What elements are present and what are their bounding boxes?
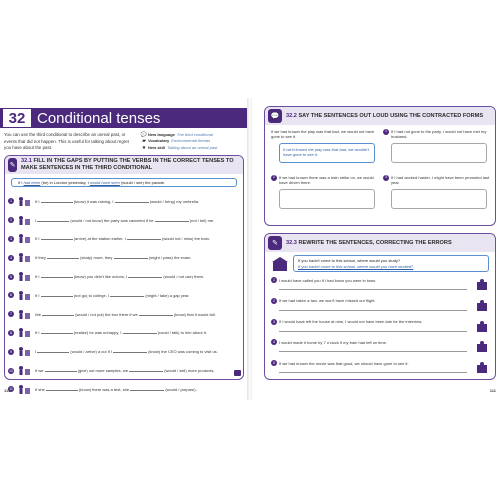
graduation-icon [16,289,32,301]
meta-value: The third conditional [176,132,213,137]
rewrite-sentence: If we had known the movie was that good, we should have gone to see it. [279,360,409,366]
question-text [35,293,190,298]
question-number: 8 [10,330,12,335]
rewrite-row [271,338,491,359]
question-hint: (might / pass) the exam. [148,255,192,261]
umbrella-icon [16,195,32,207]
rewrite-example [293,255,489,272]
meta-value: Environmental threats [171,138,211,144]
rewrite-row [271,276,491,297]
rewrite-prompt [271,359,491,367]
answer-line[interactable] [279,310,467,311]
answer-blank[interactable] [46,390,78,391]
question-text [35,312,216,317]
item-number: 5 [273,361,275,366]
answer-line[interactable] [279,331,467,332]
rewrite-example-answer: If you hadn't come to this school, where would you have studied? [298,263,414,269]
page-number: 110 [4,388,11,393]
question-hint: (realize) he was unhappy, I [73,330,122,336]
item-number: 3 [273,319,275,324]
question-hint: (could / talk) to him about it. [157,330,207,336]
answer-blank[interactable] [41,239,73,240]
question-row [8,305,242,324]
exercise-title [286,240,452,247]
answer-blank[interactable] [37,352,69,353]
example-mid: (be) in London yesterday, I [41,180,89,185]
answer-blank[interactable] [47,258,79,259]
question-text [35,368,214,373]
question-text [35,387,197,392]
rewrite-prompt [271,297,491,305]
star-icon: ★ [141,144,147,151]
speaking-item [383,129,491,163]
speaking-item [271,175,379,209]
school-icon [271,256,289,272]
answer-line[interactable] [279,372,467,373]
question-prefix: If I [35,330,40,336]
question-text [35,199,199,204]
question-row [8,230,242,249]
answer-blank[interactable] [41,296,73,297]
exercise-instruction: REWRITE THE SENTENCES, CORRECTING THE ERRORS [298,239,452,246]
question-hint: (would / arrive) a cut if I [70,349,112,355]
answer-blank[interactable] [128,277,162,278]
answer-blank[interactable] [41,277,73,278]
answer-blank[interactable] [110,296,144,297]
rewrite-prompt [271,276,491,284]
item-number: 2 [273,298,275,303]
ceo-icon [16,346,32,358]
question-number: 5 [10,274,12,279]
exercise-header [5,156,243,174]
answer-blank[interactable] [41,333,73,334]
item-number: 2 [273,175,275,180]
speaking-answer-box[interactable] [391,143,487,163]
question-row [8,342,242,361]
question-hint: (would / bring) my umbrella. [149,198,200,204]
question-text [35,218,214,223]
example-sentence [11,178,237,187]
unit-number: 32 [2,108,32,128]
exercise-number: 32.1 [21,158,32,165]
exercise-32-2 [264,106,496,226]
question-row [8,248,242,267]
question-text [35,255,192,260]
question-number: 11 [9,387,13,392]
item-number: 3 [385,175,387,180]
exercise-title [21,158,243,171]
people-icon: ✎ [8,158,17,172]
question-prefix: I [35,349,37,355]
question-prefix: We [35,311,41,317]
answer-line[interactable] [279,351,467,352]
question-hint: (know) there was a test, she [79,386,130,392]
speaking-example [271,129,379,163]
exercise-header [265,107,495,125]
question-number: 7 [10,312,12,317]
question-hint: (know) it was raining, I [73,198,114,204]
question-text [35,330,207,335]
exercise-title [286,113,483,120]
question-prefix: I [35,217,37,223]
exam-icon [16,252,32,264]
box-icon [16,308,32,320]
question-hint: (know) you didn't like onions, I [73,274,128,280]
illustration-icon [475,361,489,375]
answer-blank[interactable] [129,371,163,372]
answer-line[interactable] [279,289,467,290]
question-number: 3 [10,236,12,241]
rewrite-example-text: If you hadn't come to this school, where would you study? [298,258,401,263]
meta-new-skill [140,145,244,151]
answer-blank[interactable] [42,315,74,316]
answer-blank[interactable] [115,202,149,203]
illustration-icon [475,278,489,292]
question-number: 4 [10,255,12,260]
exercise-32-3 [264,233,496,380]
question-hint: (would / prepare). [165,386,197,392]
item-number: 1 [273,278,275,282]
speaking-example-answer: If we'd known the play was that bad, we wouldn't have gone to see it. [279,143,375,163]
onion-icon [16,271,32,283]
speaking-prompt: If I had not gone to the party, I would not have met my husband. [391,129,487,140]
question-row [8,361,242,380]
exercise-instruction: SAY THE SENTENCES OUT LOUD USING THE CONTRACTED FORMS [298,112,484,119]
question-hint: (might / take) a gap year. [145,292,190,298]
question-hint: (know) that it would fall. [173,311,216,317]
question-row [8,324,242,343]
item-number: 4 [273,340,275,345]
answer-blank[interactable] [155,221,189,222]
answer-blank[interactable] [41,202,73,203]
question-prefix: If I [35,236,40,242]
question-row [8,380,242,399]
question-hint: (give) out more samples, we [77,368,128,374]
question-hint: (would not / miss) the train. [161,236,211,242]
question-text [35,349,218,354]
test-icon [16,383,32,395]
answer-blank[interactable] [130,390,164,391]
pencil-icon: ✎ [268,236,282,250]
question-number: 9 [10,349,12,354]
speaking-item [383,175,491,209]
speaking-prompt: If we had known the play was that bad, we would not have gone to see it. [271,129,375,140]
example-answer: would have seen [89,180,120,185]
samples-icon [16,365,32,377]
answer-blank[interactable] [113,352,147,353]
speech-icon: 💬 [268,109,282,123]
intro-text: You can use the third conditional to describe an unreal past, or events that did not happen. This is useful for talking about regret you have about the past. [4,132,129,151]
question-hint: (not / tell) me. [189,217,215,223]
meta-value: Talking about an unreal past [167,144,218,150]
meta-key: Vocabulary [148,138,170,144]
illustration-icon [475,340,489,354]
example-answer: had been [23,180,41,185]
speech-bubble-icon: 💬 [140,132,148,138]
question-prefix: If I [35,274,40,280]
train-icon [16,233,32,245]
speaking-prompt: If I had worked harder, I might have been promoted last year. [391,175,490,186]
example-suffix: (would / see) the parade. [120,180,166,185]
rewrite-row [271,297,491,318]
question-number: 2 [10,218,12,223]
question-prefix: If I [35,198,40,204]
answers-icon [234,370,241,376]
answer-blank[interactable] [37,221,69,222]
rewrite-prompt [271,338,491,346]
speaking-prompt: If we had known there was a train strike on, we would have driven there. [279,175,374,186]
question-hint: (would / not put) the box there if we [75,311,138,317]
example-prefix: If I [18,180,23,185]
question-hint: (would / sell) more products. [164,368,215,374]
answer-blank[interactable] [127,239,161,240]
rewrite-sentence: I would made it home by 7 o'clock if my train had left on time. [279,339,387,345]
answer-blank[interactable] [45,371,77,372]
question-text [35,274,204,279]
question-hint: (know) the CEO was coming to visit us. [148,349,218,355]
unit-meta [140,132,244,151]
rewrite-list [271,276,491,380]
question-prefix: If they [35,255,46,261]
exercise-header [265,234,495,252]
question-number: 6 [10,293,12,298]
speaking-answer-box[interactable] [391,189,487,209]
exercise-number: 32.3 [286,239,297,246]
item-number: 1 [385,129,387,134]
question-prefix: If I [35,292,40,298]
answer-blank[interactable] [139,315,173,316]
rewrite-row [271,359,491,380]
unit-title-band [0,108,248,128]
right-page [252,98,500,400]
rewrite-sentence: If we had taken a taxi, we won't have missed our flight. [279,298,376,304]
page-number: 111 [489,388,496,393]
exercise-number: 32.2 [286,112,297,119]
question-hint: (would / not use) them. [163,274,205,280]
exercise-instruction: FILL IN THE GAPS BY PUTTING THE VERBS IN THE CORRECT TENSES TO MAKE SENTENCES IN THE THIRD CONDITIONAL [21,158,234,171]
book-icon: ▰ [142,138,146,145]
illustration-icon [475,320,489,334]
book-spread [0,98,500,400]
rewrite-prompt [271,318,491,326]
question-number: 10 [9,368,13,373]
question-row [8,211,242,230]
illustration-icon [475,299,489,313]
question-prefix: If we [35,368,44,374]
answer-blank[interactable] [123,333,157,334]
meta-key: New language [148,132,175,137]
rewrite-row [271,318,491,339]
question-hint: (study) more, they [80,255,113,261]
question-hint: (would / not know) the party was canceled if he [70,217,154,223]
left-page [0,98,248,400]
question-row [8,267,242,286]
question-list [8,192,242,399]
question-row [8,286,242,305]
unit-title: Conditional tenses [37,109,161,127]
question-text [35,236,210,241]
meta-key: New skill [148,144,166,150]
party-icon [16,214,32,226]
question-prefix: If she [35,386,45,392]
question-hint: (not go) to college, I [73,292,110,298]
rewrite-sentence: If I would have left the house at nine, I would not have been late for the interview. [279,319,423,325]
question-row [8,192,242,211]
question-number: 1 [10,199,12,204]
answer-blank[interactable] [114,258,148,259]
speaking-answer-box[interactable] [279,189,375,209]
question-hint: (arrive) at the station earlier, I [73,236,126,242]
sad-person-icon [16,327,32,339]
rewrite-sentence: I would have called you if I had know you were in town. [279,277,377,283]
